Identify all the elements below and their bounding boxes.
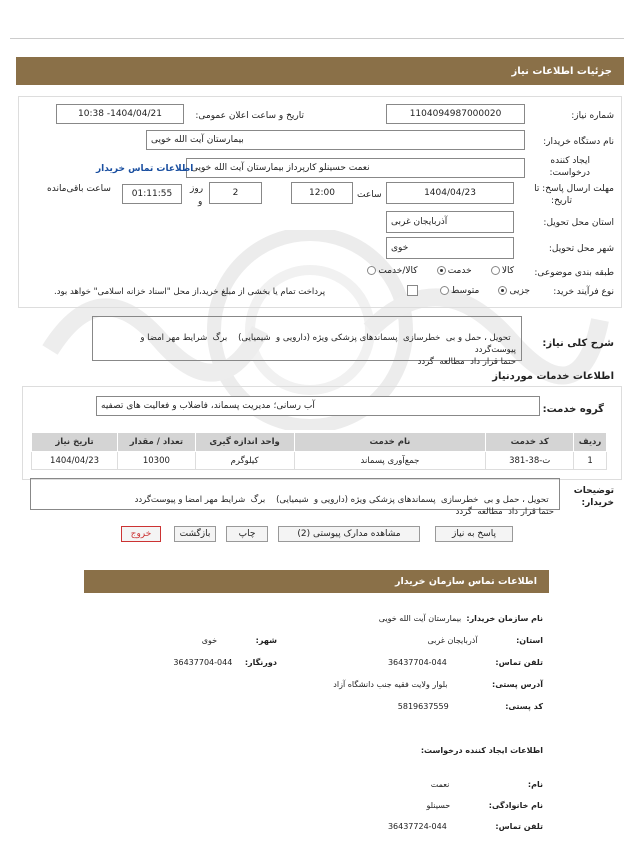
col-qty: تعداد / مقدار [118,433,196,452]
service-group-value: آب رسانی؛ مدیریت پسماند، فاضلاب و فعالیت های تصفیه [101,401,315,411]
day-label: روز [190,184,204,194]
cell-row: 1 [574,452,607,470]
remaining-time-label: ساعت باقی‌مانده [47,184,111,194]
creator-label-1: ایجاد کننده [550,156,590,166]
buyer-notes-label-1: توضیحات [573,486,614,496]
creator-family-label: نام خانوادگی: [488,801,543,810]
contact-city-label: شهر: [255,636,277,645]
delivery-city-field [386,237,514,259]
contact-org-row [379,614,543,623]
contact-title: اطلاعات تماس سازمان خریدار [394,576,537,587]
back-button[interactable]: بازگشت [174,526,216,542]
category-option-service[interactable]: خدمت [435,266,472,276]
deadline-label-1: مهلت ارسال پاسخ: تا [534,184,614,194]
contact-fax-value: 044-36437704 [173,658,233,667]
summary-box [92,316,522,367]
contact-city-value: خوی [201,636,218,645]
cell-name: جمع‌آوری پسماند [294,452,486,470]
contact-fax-row [173,658,277,667]
radio-icon [367,266,376,275]
creator-value: نعمت حسینلو کارپرداز بیمارستان آیت الله خویی [191,163,370,173]
services-title: اطلاعات خدمات موردنیاز [492,371,614,382]
remaining-time-field: 01:11:55 [122,184,182,204]
contact-org-label: نام سازمان خریدار: [466,614,543,623]
cell-date: 1404/04/23 [32,452,118,470]
buyer-org-label: نام دستگاه خریدار: [543,137,614,147]
buyer-org-value: بیمارستان آیت الله خویی [151,135,244,145]
contact-org-value: بیمارستان آیت الله خویی [378,614,462,623]
col-code: کد خدمت [486,433,574,452]
delivery-province-label: استان محل تحویل: [543,218,614,228]
treasury-checkbox[interactable] [407,285,418,296]
contact-phone-label: تلفن تماس: [495,658,543,667]
and-label: و [198,197,203,207]
contact-province-label: استان: [516,636,543,645]
contact-postal-row [398,702,543,711]
contact-phone-value: 044-36437704 [387,658,447,667]
need-number-field: 1104094987000020 [386,104,525,124]
creator-phone-value: 044-36437724 [387,822,447,831]
category-option-goods-service[interactable]: کالا/خدمت [365,266,417,276]
delivery-city-label: شهر محل تحویل: [548,244,614,254]
contact-postal-value: 5819637559 [397,702,449,711]
creator-name-row [431,780,543,789]
category-radio-group [365,266,514,276]
creator-name-label: نام: [527,780,543,789]
page-title: جزئیات اطلاعات نیاز [511,65,612,77]
radio-icon [491,266,500,275]
creator-phone-row [388,822,543,831]
contact-address-row [333,680,543,689]
services-table [31,432,607,470]
contact-province-value: آذربایجان غربی [427,636,478,645]
table-row [32,452,607,470]
cell-unit: کیلوگرم [195,452,294,470]
print-button[interactable]: چاپ [226,526,268,542]
delivery-province-field [386,211,514,233]
contact-address-label: آدرس پستی: [492,680,543,689]
creator-section-title [421,746,543,755]
remaining-days-field: 2 [209,182,262,204]
buyer-notes-box [30,478,560,517]
attachments-button[interactable]: مشاهده مدارک پیوستی (2) [278,526,420,542]
announce-date-label: تاریخ و ساعت اعلان عمومی: [195,111,304,121]
contact-header [84,570,549,593]
top-divider [10,38,624,39]
page-header [16,57,624,85]
process-option-medium[interactable]: متوسط [438,286,479,296]
cell-code: ت-38-381 [486,452,574,470]
col-name: نام خدمت [294,433,486,452]
exit-button[interactable]: خروج [121,526,161,542]
table-header-row [32,433,607,452]
process-option-minor[interactable]: جزیی [496,286,530,296]
delivery-city-value: خوی [391,243,409,253]
delivery-province-value: آذربایجان غربی [391,217,448,227]
col-unit: واحد اندازه گیری [195,433,294,452]
deadline-label-2: تاریخ: [551,196,572,206]
announce-date-field: 1404/04/21- 10:38 [56,104,184,124]
radio-selected-icon [437,266,446,275]
service-group-label: گروه خدمت: [542,404,604,415]
creator-title: اطلاعات ایجاد کننده درخواست: [420,746,543,755]
process-radio-group [404,285,530,296]
contact-city-row [202,636,277,645]
summary-label: شرح کلی نیاز: [542,338,614,349]
buyer-notes-text: تحویل ، حمل و بی خطرسازی پسماندهای پزشکی ویژه (دارویی و شیمیایی) برگ شرایط مهر امضا و پیوست‌گردد حتما قرار داد مطالعه گردد [134,495,554,517]
contact-postal-label: کد پستی: [505,702,543,711]
creator-family-value: حسینلو [426,801,451,810]
creator-field [186,158,525,178]
radio-selected-icon [498,286,507,295]
cell-qty: 10300 [118,452,196,470]
category-option-goods[interactable]: کالا [489,266,514,276]
need-number-label: شماره نیاز: [571,111,614,121]
contact-address-value: بلوار ولایت فقیه جنب دانشگاه آزاد [333,680,448,689]
deadline-time-field: 12:00 [291,182,353,204]
contact-province-row [427,636,543,645]
summary-text: تحویل ، حمل و بی خطرسازی پسماندهای پزشکی ویژه (دارویی و شیمیایی) برگ شرایط مهر امضا و پیوست‌گردد حتما قرار داد مطالعه گردد [140,333,516,367]
payment-note: پرداخت تمام یا بخشی از مبلغ خرید،از محل "اسناد خزانه اسلامی" خواهد بود. [54,287,326,297]
category-label: طبقه بندی موضوعی: [534,268,614,278]
contact-fax-label: دورنگار: [244,658,277,667]
service-group-field [96,396,540,416]
col-date: تاریخ نیاز [32,433,118,452]
deadline-time-label: ساعت [357,190,382,200]
creator-family-row [427,801,544,810]
deadline-date-field: 1404/04/23 [386,182,514,204]
buyer-contact-link[interactable]: اطلاعات تماس خریدار [96,164,194,174]
creator-label-2: درخواست: [549,168,590,178]
contact-phone-row [388,658,543,667]
creator-name-value: نعمت [430,780,450,789]
radio-icon [440,286,449,295]
buyer-org-field [146,130,525,150]
col-row: ردیف [574,433,607,452]
buyer-notes-label-2: خریدار: [581,498,614,508]
process-type-label: نوع فرآیند خرید: [553,287,614,297]
creator-phone-label: تلفن تماس: [495,822,543,831]
reply-button[interactable]: پاسخ به نیاز [435,526,513,542]
